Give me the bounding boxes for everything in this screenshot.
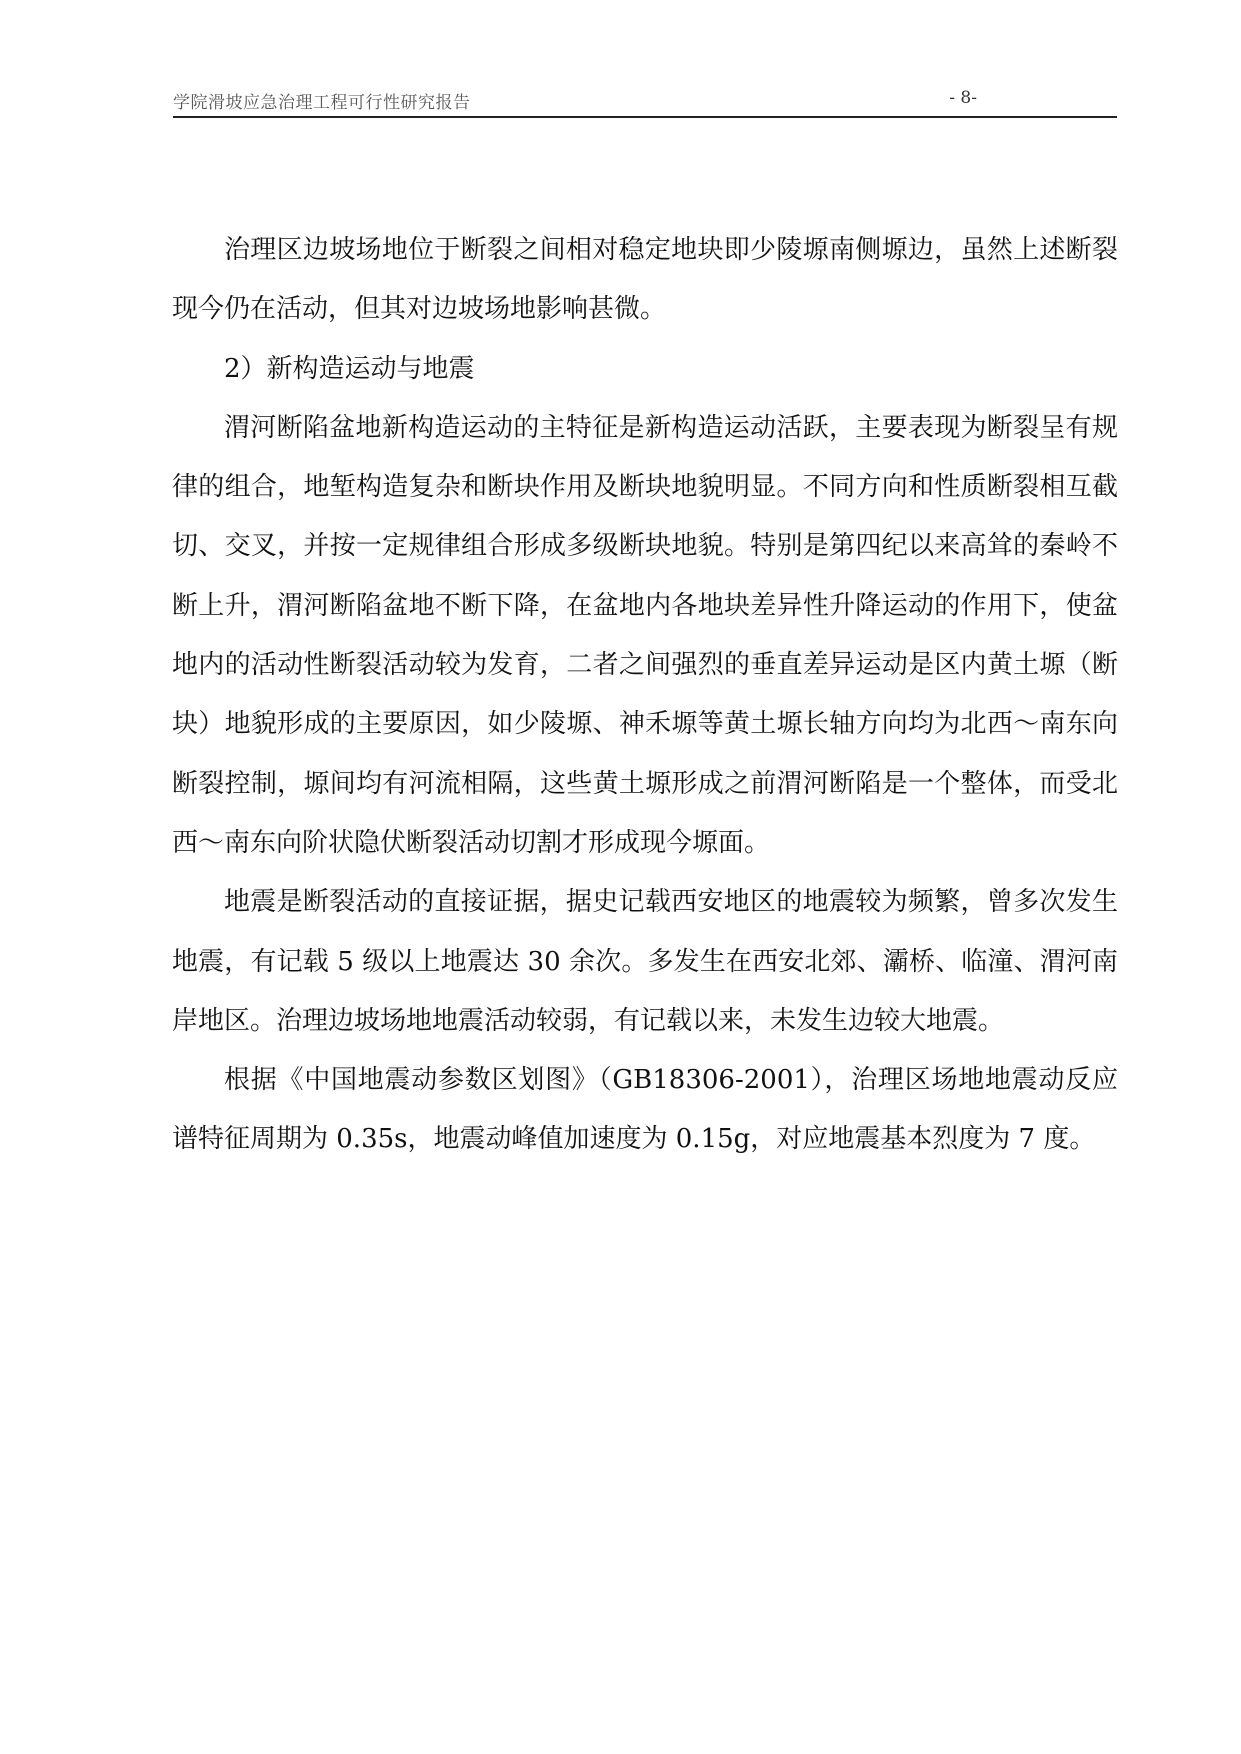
paragraph: 治理区边坡场地位于断裂之间相对稳定地块即少陵塬南侧塬边，虽然上述断裂现今仍在活动，但其对边坡场地影响甚微。 bbox=[172, 235, 1118, 325]
page-header bbox=[173, 86, 1117, 118]
paragraph: 地震是断裂活动的直接证据，据史记载西安地区的地震较为频繁，曾多次发生地震，有记载 5 级以上地震达 30 余次。多发生在西安北郊、灞桥、临潼、渭河南岸地区。治理边坡场地地震活动较弱，有记载以来，未发生边较大地震。 bbox=[172, 887, 1118, 1036]
document-body bbox=[172, 221, 1118, 1170]
page-number: - 8- bbox=[949, 88, 977, 108]
section-heading: 2）新构造运动与地震 bbox=[224, 353, 475, 384]
paragraph: 根据《中国地震动参数区划图》（GB18306-2001），治理区场地地震动反应谱特征周期为 0.35s，地震动峰值加速度为 0.15g，对应地震基本烈度为 7 度。 bbox=[172, 1065, 1118, 1155]
report-title: 学院滑坡应急治理工程可行性研究报告 bbox=[173, 93, 471, 113]
paragraph: 渭河断陷盆地新构造运动的主特征是新构造运动活跃，主要表现为断裂呈有规律的组合，地堑构造复杂和断块作用及断块地貌明显。不同方向和性质断裂相互截切、交叉，并按一定规律组合形成多级断块地貌。特别是第四纪以来高耸的秦岭不断上升，渭河断陷盆地不断下降，在盆地内各地块差异性升降运动的作用下，使盆地内的活动性断裂活动较为发育，二者之间强烈的垂直差异运动是区内黄土塬（断块）地貌形成的主要原因，如少陵塬、神禾塬等黄土塬长轴方向均为北西～南东向断裂控制，塬间均有河流相隔，这些黄土塬形成之前渭河断陷是一个整体，而受北西～南东向阶状隐伏断裂活动切割才形成现今塬面。 bbox=[172, 412, 1118, 858]
